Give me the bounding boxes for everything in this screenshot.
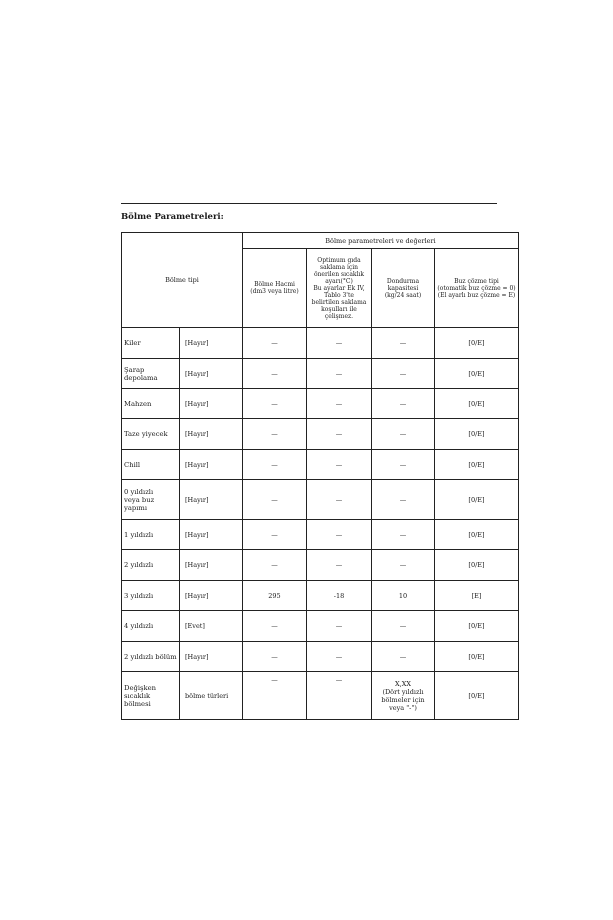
compartment-present-flag: [Hayır] — [180, 581, 243, 611]
volume-header: Bölme Hacmi (dm3 veya litre) — [243, 249, 307, 328]
volume-value: — — [243, 389, 307, 419]
compartment-parameters-table — [121, 232, 519, 720]
table-row — [122, 611, 519, 642]
freezing-capacity-value: — — [372, 328, 435, 359]
table-row — [122, 480, 519, 520]
compartment-present-flag: [Hayır] — [180, 550, 243, 581]
compartment-name: Mahzen — [122, 389, 180, 419]
defrost-type-value: [0/E] — [435, 480, 519, 520]
temperature-value: — — [307, 520, 372, 550]
compartment-name: Taze yiyecek — [122, 419, 180, 450]
volume-value: — — [243, 359, 307, 389]
defrost-type-value: [0/E] — [435, 672, 519, 720]
table-row — [122, 419, 519, 450]
compartment-name: 3 yıldızlı — [122, 581, 180, 611]
temperature-value: — — [307, 328, 372, 359]
temperature-value: — — [307, 419, 372, 450]
volume-value: — — [243, 419, 307, 450]
compartment-name: Chill — [122, 450, 180, 480]
compartment-name: Değişken sıcaklık bölmesi — [122, 672, 180, 720]
defrost-type-value: [0/E] — [435, 642, 519, 672]
compartment-present-flag: [Hayır] — [180, 480, 243, 520]
compartment-present-flag: [Hayır] — [180, 642, 243, 672]
freezing-capacity-value: — — [372, 450, 435, 480]
freezing-capacity-value: — — [372, 611, 435, 642]
compartment-name: Kiler — [122, 328, 180, 359]
freezing-capacity-value: — — [372, 480, 435, 520]
defrost-type-value: [E] — [435, 581, 519, 611]
temperature-header: Optimum gıda saklama için önerilen sıcaklık ayarı(°C) Bu ayarlar Ek IV, Tablo 3'te belirtilen saklama koşulları ile çelişmez. — [307, 249, 372, 328]
volume-value: — — [243, 611, 307, 642]
top-rule — [121, 203, 497, 204]
temperature-value: — — [307, 611, 372, 642]
compartment-present-flag: [Hayır] — [180, 389, 243, 419]
temperature-value: — — [307, 389, 372, 419]
compartment-name: 1 yıldızlı — [122, 520, 180, 550]
section-title: Bölme Parametreleri: — [121, 212, 224, 222]
table-row — [122, 450, 519, 480]
compartment-present-flag: [Hayır] — [180, 450, 243, 480]
volume-value: — — [243, 672, 307, 720]
table-row — [122, 359, 519, 389]
temperature-value: -18 — [307, 581, 372, 611]
temperature-value: — — [307, 642, 372, 672]
table-row — [122, 520, 519, 550]
compartment-present-flag: [Hayır] — [180, 520, 243, 550]
temperature-value: — — [307, 550, 372, 581]
compartment-present-flag: [Evet] — [180, 611, 243, 642]
volume-value: — — [243, 480, 307, 520]
freezing-capacity-value: — — [372, 642, 435, 672]
compartment-type-header: Bölme tipi — [122, 233, 243, 328]
table-row — [122, 581, 519, 611]
compartment-types-label: bölme türleri — [180, 672, 243, 720]
defrost-type-value: [0/E] — [435, 419, 519, 450]
volume-value: — — [243, 550, 307, 581]
defrost-type-value: [0/E] — [435, 389, 519, 419]
table-row — [122, 642, 519, 672]
freezing-capacity-value: — — [372, 359, 435, 389]
temperature-value: — — [307, 450, 372, 480]
freezing-capacity-value: X,XX (Dört yıldızlı bölmeler için veya "-") — [372, 672, 435, 720]
defrost-type-value: [0/E] — [435, 550, 519, 581]
freezing-capacity-value: — — [372, 550, 435, 581]
compartment-name: 2 yıldızlı — [122, 550, 180, 581]
freezing-capacity-value: — — [372, 419, 435, 450]
volume-value: — — [243, 520, 307, 550]
compartment-name: Şarap depolama — [122, 359, 180, 389]
freezing-capacity-value: 10 — [372, 581, 435, 611]
table-row — [122, 672, 519, 720]
compartment-present-flag: [Hayır] — [180, 359, 243, 389]
table-row — [122, 328, 519, 359]
compartment-name: 0 yıldızlı veya buz yapımı — [122, 480, 180, 520]
defrost-type-value: [0/E] — [435, 450, 519, 480]
volume-value: 295 — [243, 581, 307, 611]
freezing-capacity-value: — — [372, 520, 435, 550]
table-row — [122, 550, 519, 581]
temperature-value: — — [307, 480, 372, 520]
compartment-name: 2 yıldızlı bölüm — [122, 642, 180, 672]
freezing-capacity-header: Dondurma kapasitesi (kg/24 saat) — [372, 249, 435, 328]
defrost-type-value: [0/E] — [435, 611, 519, 642]
parameters-group-header: Bölme parametreleri ve değerleri — [243, 233, 519, 249]
defrost-type-value: [0/E] — [435, 520, 519, 550]
compartment-name: 4 yıldızlı — [122, 611, 180, 642]
volume-value: — — [243, 642, 307, 672]
compartment-present-flag: [Hayır] — [180, 419, 243, 450]
defrost-type-value: [0/E] — [435, 359, 519, 389]
defrost-type-value: [0/E] — [435, 328, 519, 359]
freezing-capacity-value: — — [372, 389, 435, 419]
table-row — [122, 389, 519, 419]
volume-value: — — [243, 450, 307, 480]
temperature-value: — — [307, 672, 372, 720]
compartment-present-flag: [Hayır] — [180, 328, 243, 359]
defrost-type-header: Buz çözme tipi (otomatik buz çözme = 0) (El ayarlı buz çözme = E) — [435, 249, 519, 328]
volume-value: — — [243, 328, 307, 359]
temperature-value: — — [307, 359, 372, 389]
